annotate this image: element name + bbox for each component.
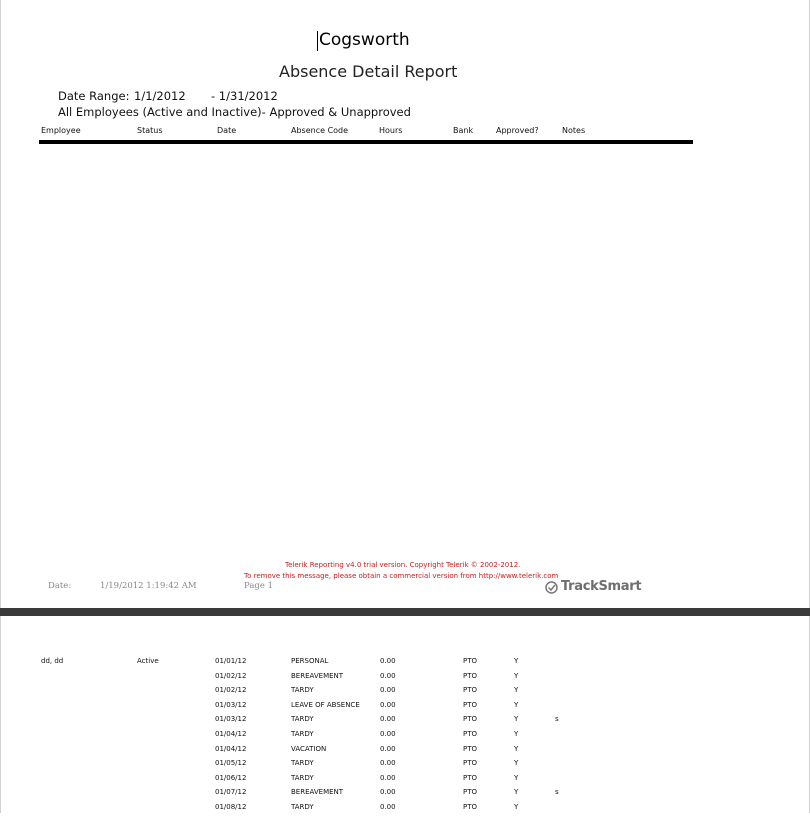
table-row bbox=[1, 715, 809, 729]
tracksmart-logo-icon bbox=[545, 581, 558, 594]
employee-filter: All Employees (Active and Inactive)- Approved & Unapproved bbox=[58, 105, 411, 119]
table-row bbox=[1, 803, 809, 817]
cell-employee: dd, dd bbox=[41, 657, 64, 665]
cell-approved: Y bbox=[514, 788, 519, 797]
cell-hours: 0.00 bbox=[380, 657, 396, 665]
cell-approved: Y bbox=[514, 700, 519, 709]
report-page-2 bbox=[0, 616, 810, 813]
page-separator bbox=[0, 608, 810, 616]
cell-bank: PTO bbox=[463, 744, 478, 753]
cell-absence-code: TARDY bbox=[291, 715, 314, 724]
table-row bbox=[1, 759, 809, 773]
date-range-end: - 1/31/2012 bbox=[211, 89, 278, 103]
trial-notice-line1: Telerik Reporting v4.0 trial version. Copyright Telerik © 2002-2012. bbox=[285, 561, 521, 569]
cell-notes: s bbox=[555, 788, 559, 797]
cell-absence-code: BEREAVEMENT bbox=[291, 788, 344, 797]
column-header-date: Date bbox=[217, 126, 237, 135]
column-header-bank: Bank bbox=[453, 126, 474, 135]
table-row bbox=[1, 788, 809, 802]
column-header-absence-code: Absence Code bbox=[291, 126, 349, 135]
cell-date: 01/03/12 bbox=[215, 715, 247, 724]
cell-bank: PTO bbox=[463, 803, 478, 811]
cell-approved: Y bbox=[514, 671, 519, 680]
date-range-start: 1/1/2012 bbox=[134, 89, 186, 103]
cell-hours: 0.00 bbox=[380, 671, 396, 680]
table-row bbox=[1, 701, 809, 715]
table-row bbox=[1, 657, 809, 671]
cell-hours: 0.00 bbox=[380, 686, 396, 695]
trial-notice-line2: To remove this message, please obtain a commercial version from http://www.telerik.com bbox=[244, 572, 559, 580]
cell-date: 01/02/12 bbox=[215, 671, 247, 680]
cell-date: 01/03/12 bbox=[215, 700, 247, 709]
cell-approved: Y bbox=[514, 759, 519, 768]
cell-hours: 0.00 bbox=[380, 730, 396, 738]
table-row bbox=[1, 730, 809, 744]
cell-approved: Y bbox=[514, 686, 519, 695]
cell-absence-code: TARDY bbox=[291, 759, 314, 768]
column-header-employee: Employee bbox=[41, 126, 81, 135]
cell-date: 01/07/12 bbox=[215, 788, 247, 797]
report-title: Absence Detail Report bbox=[279, 62, 458, 81]
cell-approved: Y bbox=[514, 657, 519, 665]
cell-date: 01/02/12 bbox=[215, 686, 247, 695]
cell-bank: PTO bbox=[463, 657, 478, 665]
cell-notes: s bbox=[555, 715, 559, 724]
table-row bbox=[1, 745, 809, 759]
cell-date: 01/05/12 bbox=[215, 759, 247, 768]
cell-absence-code: TARDY bbox=[291, 773, 314, 782]
cell-hours: 0.00 bbox=[380, 773, 396, 782]
cell-approved: Y bbox=[514, 730, 519, 738]
cell-hours: 0.00 bbox=[380, 788, 396, 797]
footer-date-value: 1/19/2012 1:19:42 AM bbox=[100, 581, 197, 591]
cell-bank: PTO bbox=[463, 730, 478, 738]
company-name: Cogsworth bbox=[319, 30, 410, 50]
cell-hours: 0.00 bbox=[380, 700, 396, 709]
table-row bbox=[1, 672, 809, 686]
footer-page-number: Page 1 bbox=[244, 581, 273, 591]
date-range-label: Date Range: bbox=[58, 89, 130, 103]
table-row bbox=[1, 686, 809, 700]
cell-approved: Y bbox=[514, 715, 519, 724]
footer-date-label: Date: bbox=[48, 581, 72, 591]
cell-absence-code: PERSONAL bbox=[291, 657, 329, 665]
cell-bank: PTO bbox=[463, 788, 478, 797]
cell-approved: Y bbox=[514, 803, 519, 811]
tracksmart-logo bbox=[545, 578, 642, 596]
column-header-hours: Hours bbox=[379, 126, 403, 135]
cell-date: 01/01/12 bbox=[215, 657, 247, 665]
cell-date: 01/08/12 bbox=[215, 803, 247, 811]
cell-bank: PTO bbox=[463, 773, 478, 782]
column-header-approved: Approved? bbox=[496, 126, 539, 135]
cell-bank: PTO bbox=[463, 759, 478, 768]
cell-bank: PTO bbox=[463, 715, 478, 724]
cell-date: 01/06/12 bbox=[215, 773, 247, 782]
cell-approved: Y bbox=[514, 773, 519, 782]
cell-date: 01/04/12 bbox=[215, 730, 247, 738]
tracksmart-logo-text: TrackSmart bbox=[561, 579, 642, 594]
cell-hours: 0.00 bbox=[380, 803, 396, 811]
cell-absence-code: LEAVE OF ABSENCE bbox=[291, 700, 360, 709]
table-row bbox=[1, 774, 809, 788]
cell-date: 01/04/12 bbox=[215, 744, 247, 753]
cell-hours: 0.00 bbox=[380, 759, 396, 768]
cell-absence-code: TARDY bbox=[291, 730, 314, 738]
text-cursor bbox=[317, 31, 318, 51]
cell-absence-code: TARDY bbox=[291, 803, 314, 811]
cell-bank: PTO bbox=[463, 671, 478, 680]
column-header-notes: Notes bbox=[562, 126, 586, 135]
cell-bank: PTO bbox=[463, 686, 478, 695]
cell-hours: 0.00 bbox=[380, 744, 396, 753]
cell-approved: Y bbox=[514, 744, 519, 753]
cell-absence-code: BEREAVEMENT bbox=[291, 671, 344, 680]
cell-status: Active bbox=[137, 657, 159, 665]
column-header-status: Status bbox=[137, 126, 163, 135]
header-rule bbox=[39, 140, 693, 144]
cell-absence-code: TARDY bbox=[291, 686, 314, 695]
cell-hours: 0.00 bbox=[380, 715, 396, 724]
cell-bank: PTO bbox=[463, 700, 478, 709]
cell-absence-code: VACATION bbox=[291, 744, 327, 753]
